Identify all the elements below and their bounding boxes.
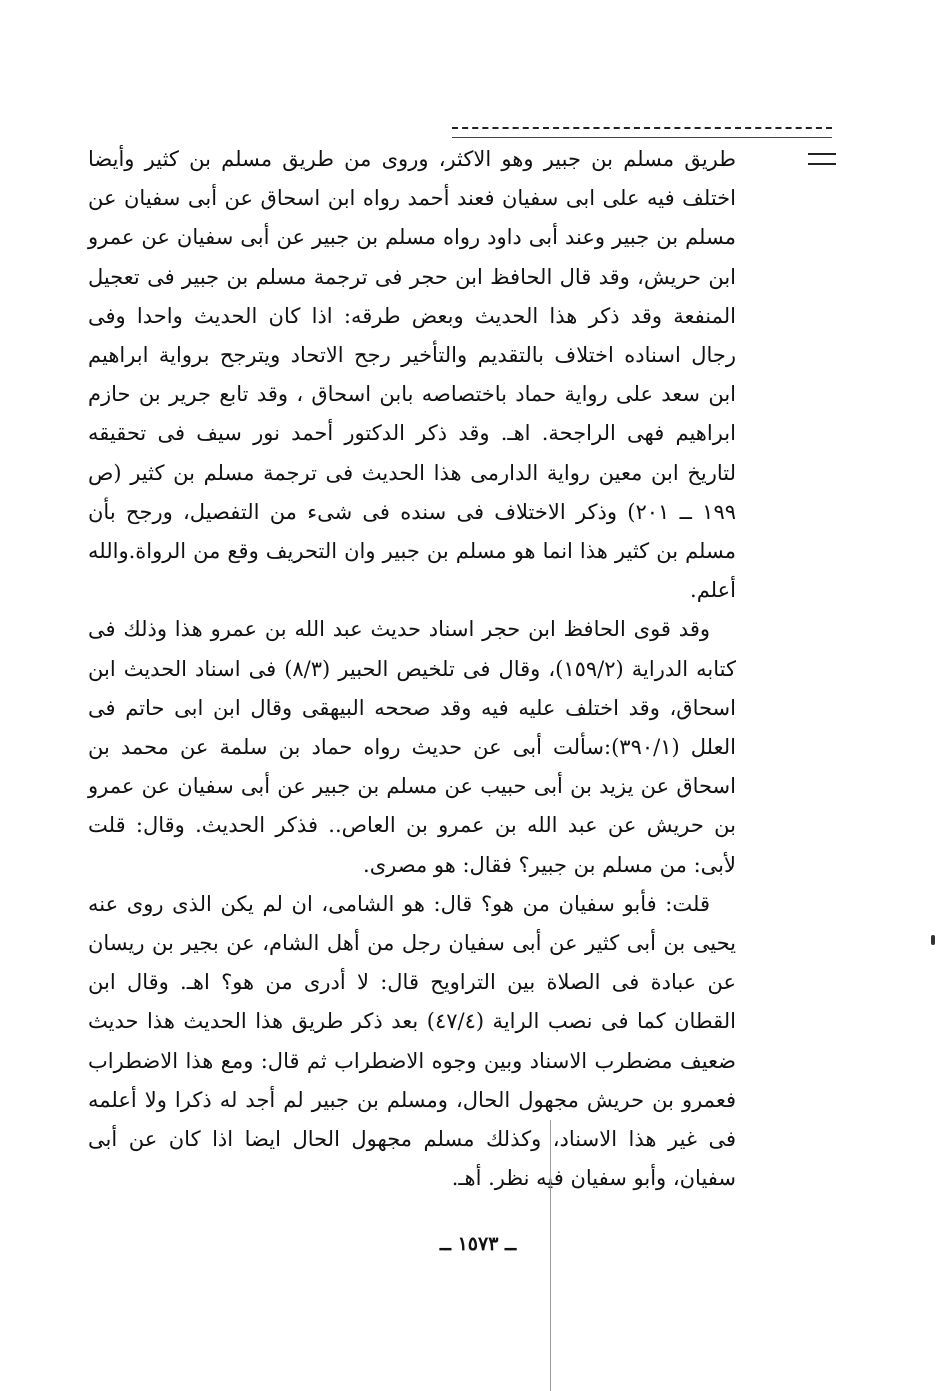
header-dashed-rule [452, 127, 832, 129]
paragraph-1: طريق مسلم بن جبير وهو الاكثر، وروى من طريق مسلم بن كثير وأيضا اختلف فيه على ابى سفيان فعند أحمد رواه ابن اسحاق عن أبى سفيان عن مسلم بن جبير وعند أبى داود رواه مسلم بن جبير عن أبى سفيان عن عمرو ابن حريش، وقد قال الحافظ ابن حجر فى ترجمة مسلم بن جبير فى تعجيل المنفعة وقد ذكر هذا الحديث وبعض طرقه: اذا كان الحديث واحدا وفى رجال اسناده اختلاف بالتقديم والتأخير رجح الاتحاد ويترجح برواية ابراهيم ابن سعد على رواية حماد باختصاصه بابن اسحاق ، وقد تابع جرير بن حازم ابراهيم فهى الراجحة. اهـ. وقد ذكر الدكتور أحمد نور سيف فى تحقيقه لتاريخ ابن معين رواية الدارمى هذا الحديث فى ترجمة مسلم بن كثير (ص ١٩٩ ــ ٢٠١) وذكر الاختلاف فى سنده فى شىء من التفصيل، ورجح بأن مسلم بن كثير هذا انما هو مسلم بن جبير وان التحريف وقع من الرواة.والله أعلم. [88, 147, 737, 603]
continuation-marker [808, 153, 836, 165]
page-number: ــ ١٥٧٣ ــ [439, 1233, 517, 1255]
page-body [88, 140, 736, 1198]
paragraph-2: وقد قوى الحافظ ابن حجر اسناد حديث عبد الله بن عمرو هذا وذلك فى كتابه الدراية (١٥٩/٢)، وقال فى تلخيص الحبير (٨/٣) فى اسناد الحديث ابن اسحاق، وقد اختلف عليه فيه وقد صححه البيهقى وقال ابن ابى حاتم فى العلل (٣٩٠/١):سألت أبى عن حديث رواه حماد بن سلمة عن محمد بن اسحاق عن يزيد بن أبى حبيب عن مسلم بن جبير عن أبى سفيان عن عمرو بن حريش عن عبد الله بن عمرو بن العاص.. فذكر الحديث. وقال: قلت لأبى: من مسلم بن جبير؟ فقال: هو مصرى. [88, 617, 736, 877]
header-rule [452, 137, 832, 138]
scan-edge-mark [931, 935, 935, 945]
binding-gutter-line [550, 1120, 551, 1391]
paragraph-3: قلت: فأبو سفيان من هو؟ قال: هو الشامى، ان لم يكن الذى روى عنه يحيى بن أبى كثير عن أبى سفيان رجل من أهل الشام، عن بجير بن ريسان عن عبادة فى الصلاة بين التراويح قال: لا أدرى من هو؟ اهـ. وقال ابن القطان كما فى نصب الراية (٤٧/٤) بعد ذكر طريق هذا الحديث هذا حديث ضعيف مضطرب الاسناد وبين وجوه الاضطراب ثم قال: ومع هذا الاضطراب فعمرو بن حريش مجهول الحال، ومسلم بن جبير لم أجد له ذكرا ولا أعلمه فى غير هذا الاسناد، وكذلك مسلم مجهول الحال ايضا اذا كان عن أبى سفيان، وأبو سفيان فيه نظر. أهـ. [88, 891, 736, 1191]
